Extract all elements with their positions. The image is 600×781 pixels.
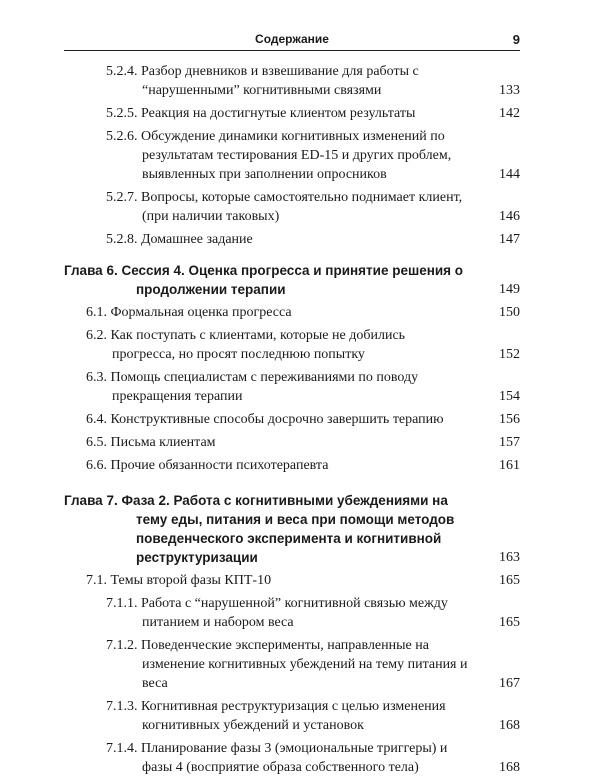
toc-entry-text: 5.2.7. Вопросы, которые самостоятельно поднимает клиент, (при наличии таковых) (106, 190, 463, 224)
toc-entry-7-1-2: 7.1.2. Поведенческие эксперименты, направленные на изменение когнитивных убеждений на тему питания и веса 167 (106, 638, 520, 691)
toc-entry-text: 7.1.3. Когнитивная реструктуризация с целью изменения когнитивных убеждений и установок (106, 699, 446, 733)
toc-entry-text: 6.3. Помощь специалистам с переживаниями по поводу прекращения терапии (86, 370, 419, 404)
toc-entry-5-2-6: 5.2.6. Обсуждение динамики когнитивных изменений по результатам тестирования ED-15 и других проблем, выявленных при заполнении опросников 144 (106, 129, 520, 182)
toc-entry-text: 5.2.5. Реакция на достигнутые клиентом результаты (106, 106, 416, 121)
toc-entry-6-4: 6.4. Конструктивные способы досрочно завершить терапию 156 (86, 412, 520, 427)
toc-entry-text: 7.1.1. Работа с “нарушенной” когнитивной связью между питанием и набором веса (106, 596, 448, 630)
running-head (64, 32, 520, 50)
toc-entry-text: 5.2.4. Разбор дневников и взвешивание для работы с “нарушенными” когнитивными связями (106, 64, 419, 98)
toc-entry-text: 5.2.8. Домашнее задание (106, 232, 253, 247)
toc-entry-text: 6.6. Прочие обязанности психотерапевта (86, 458, 329, 473)
toc-entry-6-5: 6.5. Письма клиентам 157 (86, 435, 520, 450)
toc-entry-5-2-4: 5.2.4. Разбор дневников и взвешивание для работы с “нарушенными” когнитивными связями 133 (106, 64, 520, 98)
toc-chapter-title: Глава 6. Сессия 4. Оценка прогресса и принятие решения о продолжении терапии (64, 263, 464, 297)
toc-entry-6-3: 6.3. Помощь специалистам с переживаниями по поводу прекращения терапии 154 (86, 370, 520, 404)
running-head-title: Содержание (255, 32, 329, 46)
toc-entry-text: 6.1. Формальная оценка прогресса (86, 305, 292, 320)
toc-entry-5-2-8: 5.2.8. Домашнее задание 147 (106, 232, 520, 247)
toc-entry-5-2-7: 5.2.7. Вопросы, которые самостоятельно поднимает клиент, (при наличии таковых) 146 (106, 190, 520, 224)
toc-entry-6-6: 6.6. Прочие обязанности психотерапевта 161 (86, 458, 520, 473)
toc-entry-text: 7.1.4. Планирование фазы 3 (эмоциональные триггеры) и фазы 4 (восприятие образа собственного тела) (106, 741, 448, 775)
toc-entry-6-1: 6.1. Формальная оценка прогресса 150 (86, 305, 520, 320)
toc-entry-text: 7.1.2. Поведенческие эксперименты, направленные на изменение когнитивных убеждений на тему питания и веса (106, 638, 468, 691)
running-head-page-number: 9 (512, 32, 520, 47)
toc-entry-text: 6.4. Конструктивные способы досрочно завершить терапию (86, 412, 444, 427)
toc-chapter-title: Глава 7. Фаза 2. Работа с когнитивными убеждениями на тему еды, питания и веса при помощи методов поведенческого эксперимента и когнитивной реструктуризации (64, 493, 455, 565)
toc-chapter-6: Глава 6. Сессия 4. Оценка прогресса и принятие решения о продолжении терапии 149 (64, 263, 520, 297)
toc-entry-text: 7.1. Темы второй фазы КПТ-10 (86, 573, 272, 588)
toc-chapter-7: Глава 7. Фаза 2. Работа с когнитивными убеждениями на тему еды, питания и веса при помощи методов поведенческого эксперимента и когнитивной реструктуризации 163 (64, 493, 520, 565)
toc-entry-text: 6.5. Письма клиентам (86, 435, 216, 450)
table-of-contents (64, 62, 520, 781)
toc-entry-7-1: 7.1. Темы второй фазы КПТ-10 165 (86, 573, 520, 588)
toc-entry-7-1-3: 7.1.3. Когнитивная реструктуризация с целью изменения когнитивных убеждений и установок 168 (106, 699, 520, 733)
toc-entry-5-2-5: 5.2.5. Реакция на достигнутые клиентом результаты 142 (106, 106, 520, 121)
toc-entry-text: 5.2.6. Обсуждение динамики когнитивных изменений по результатам тестирования ED-15 и других проблем, выявленных при заполнении опросников (106, 129, 452, 182)
toc-entry-6-2: 6.2. Как поступать с клиентами, которые не добились прогресса, но просят последнюю попытку 152 (86, 328, 520, 362)
toc-entry-text: 6.2. Как поступать с клиентами, которые не добились прогресса, но просят последнюю попытку (86, 328, 406, 362)
toc-entry-7-1-1: 7.1.1. Работа с “нарушенной” когнитивной связью между питанием и набором веса 165 (106, 596, 520, 630)
toc-entry-7-1-4: 7.1.4. Планирование фазы 3 (эмоциональные триггеры) и фазы 4 (восприятие образа собственного тела) 168 (106, 741, 520, 775)
header-rule (64, 50, 520, 51)
